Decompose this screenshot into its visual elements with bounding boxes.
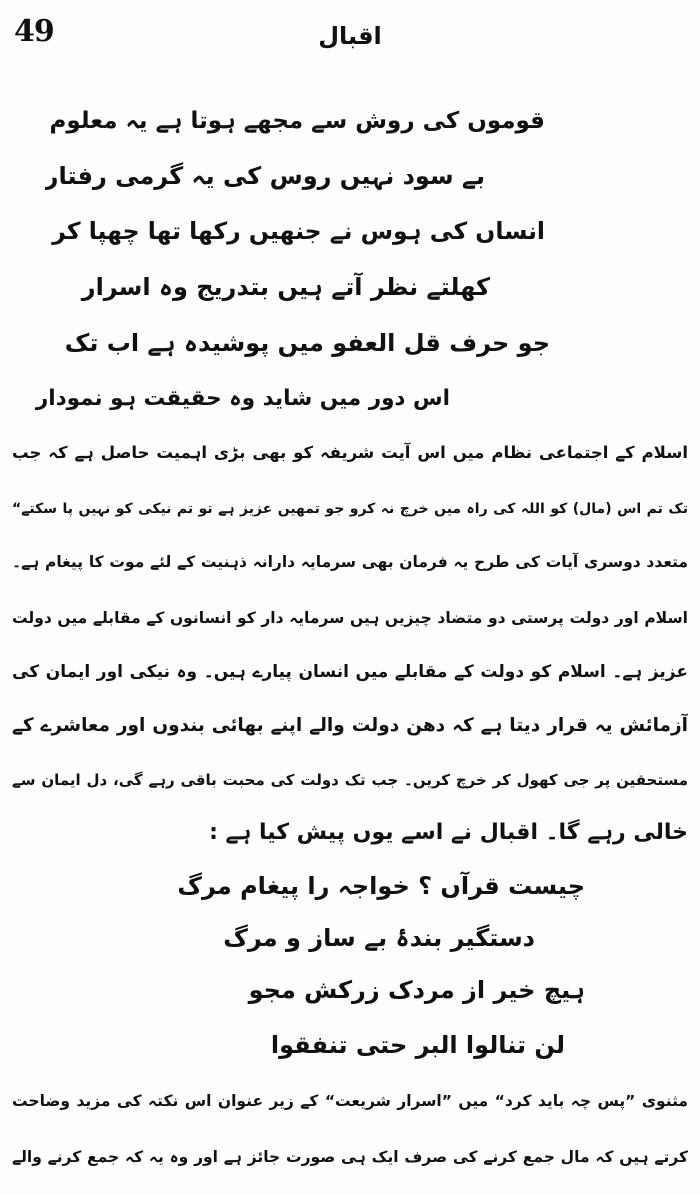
paragraph-2-line-4: مستحقین پر جی کھول کر خرچ کریں۔ جب تک دولت کی محبت باقی رہے گی، دل ایمان سے	[12, 771, 688, 789]
verse-1-line-4: کھلتے نظر آتے ہیں بتدریج وہ اسرار	[81, 273, 490, 301]
paragraph-1-line-3: متعدد دوسری آیات کی طرح یہ فرمان بھی سرمایہ دارانہ ذہنیت کے لئے موت کا پیغام ہے۔	[12, 553, 688, 571]
paragraph-1-line-2: تک تم اس (مال) کو اللہ کی راہ میں خرچ نہ کرو جو تمھیں عزیز ہے تو تم نیکی کو نہیں پا سکتے“	[12, 501, 688, 517]
paragraph-2-line-3: آزمائش یہ قرار دیتا ہے کہ دھن دولت والے اپنے بھائی بندوں اور معاشرے کے	[12, 715, 688, 736]
paragraph-2-line-2: عزیز ہے۔ اسلام کو دولت کے مقابلے میں انسان پیارے ہیں۔ وہ نیکی اور ایمان کی	[12, 662, 688, 682]
paragraph-2-line-1: اسلام اور دولت پرستی دو متضاد چیزیں ہیں سرمایہ دار کو انسانوں کے مقابلے میں دولت	[12, 609, 688, 627]
verse-2-line-3: ہیچ خیر از مردک زرکش مجو	[248, 976, 585, 1004]
quran-quote: لن تنالوا البر حتی تنفقوا	[270, 1031, 565, 1059]
page-number: 49	[14, 14, 54, 49]
verse-1-line-1: قوموں کی روش سے مجھے ہوتا ہے یہ معلوم	[49, 108, 545, 134]
running-head: اقبال	[318, 22, 382, 50]
paragraph-2-line-5: خالی رہے گا۔ اقبال نے اسے یوں پیش کیا ہے :	[209, 820, 688, 845]
verse-2-line-2: دستگیر بندۂ بے ساز و مرگ	[223, 924, 535, 952]
verse-1-line-6: اس دور میں شاید وہ حقیقت ہو نمودار	[35, 386, 450, 411]
paragraph-3-line-1: مثنوی ”پس چہ باید کرد“ میں ”اسرار شریعت“ کے زیر عنوان اس نکتہ کی مزید وضاحت	[12, 1092, 688, 1110]
paragraph-3-line-2: کرتے ہیں کہ مال جمع کرنے کی صرف ایک ہی صورت جائز ہے اور وہ یہ کہ جمع کرنے والے	[12, 1148, 688, 1166]
verse-2-line-1: چیست قرآں ؟ خواجہ را پیغام مرگ	[177, 872, 585, 900]
verse-1-line-2: بے سود نہیں روس کی یہ گرمی رفتار	[45, 162, 485, 190]
verse-1-line-5: جو حرف قل العفو میں پوشیدہ ہے اب تک	[64, 329, 550, 357]
paragraph-1-line-1: اسلام کے اجتماعی نظام میں اس آیت شریفہ کو بھی بڑی اہمیت حاصل ہے کہ جب	[12, 443, 688, 462]
verse-1-line-3: انساں کی ہوس نے جنھیں رکھا تھا چھپا کر	[52, 217, 545, 245]
